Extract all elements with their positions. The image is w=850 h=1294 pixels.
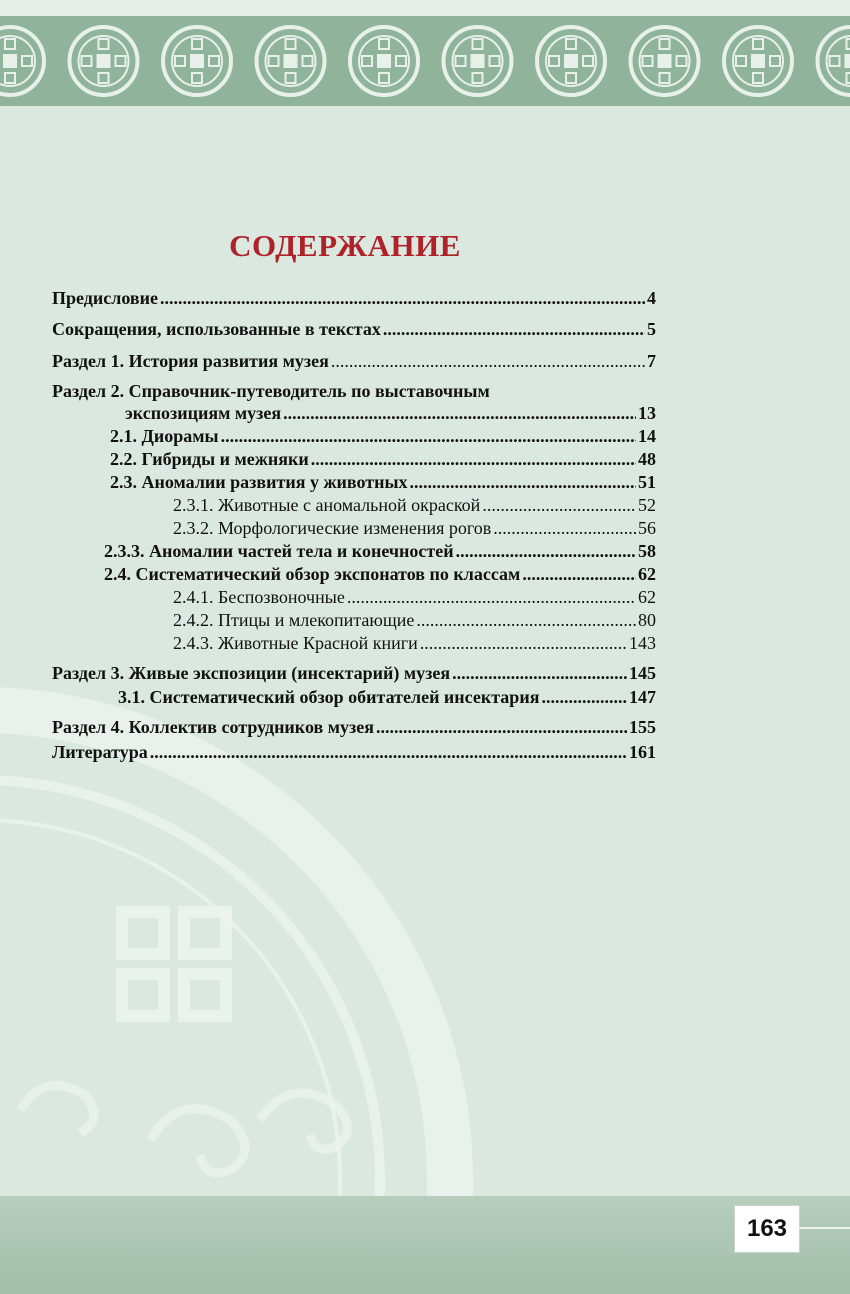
toc-entry-2-1[interactable]: 2.1. Диорамы ..... 14 [110, 425, 656, 447]
ornament-medallion [163, 27, 231, 95]
ornament-medallion [257, 27, 325, 95]
ornament-medallion [818, 27, 850, 95]
toc-entry-2-3[interactable]: 2.3. Аномалии развития у животных ..... 51 [110, 471, 656, 493]
ornament-medallion [0, 27, 44, 95]
toc-entry-abbreviations[interactable]: Сокращения, использованные в текстах ..... 5 [52, 318, 656, 340]
toc-entry-2-3-2[interactable]: 2.3.2. Морфологические изменения рогов ..... 56 [173, 517, 656, 539]
ornament-spirals [20, 1085, 348, 1172]
toc-entry-2-2[interactable]: 2.2. Гибриды и межняки ..... 48 [110, 448, 656, 470]
toc-entry-2-4[interactable]: 2.4. Систематический обзор экспонатов по классам ..... 62 [104, 563, 656, 585]
ornament-band [0, 16, 850, 106]
ornament-medallions [0, 16, 850, 106]
toc-entry-section-2[interactable]: экспозициям музея ..... 13 [125, 402, 656, 424]
toc-entry-2-4-2[interactable]: 2.4.2. Птицы и млекопитающие ..... 80 [173, 609, 656, 631]
ornament-squares [122, 912, 226, 1016]
ornament-medallion [631, 27, 699, 95]
ornament-medallion [350, 27, 418, 95]
bottom-band [0, 1196, 850, 1294]
toc-entry-literature[interactable]: Литература ..... 161 [52, 741, 656, 763]
ornament-medallion [70, 27, 138, 95]
toc-entry-2-4-1[interactable]: 2.4.1. Беспозвоночные ..... 62 [173, 586, 656, 608]
toc-entry-section-4[interactable]: Раздел 4. Коллектив сотрудников музея ..... 155 [52, 716, 656, 738]
toc-entry-section-2-line1: Раздел 2. Справочник-путеводитель по выставочным [52, 381, 490, 401]
page-number: 163 [734, 1205, 800, 1253]
toc-entry-3-1[interactable]: 3.1. Систематический обзор обитателей инсектария ..... 147 [118, 686, 656, 708]
top-edge [0, 0, 850, 16]
toc-entry-2-3-1[interactable]: 2.3.1. Животные с аномальной окраской ..... 52 [173, 494, 656, 516]
ornament-medallion [724, 27, 792, 95]
ornament-medallion [444, 27, 512, 95]
toc-title: СОДЕРЖАНИЕ [229, 228, 461, 263]
toc-entry-preface[interactable]: Предисловие ..... 4 [52, 287, 656, 309]
page-number-rule [798, 1227, 850, 1229]
toc-entry-2-4-3[interactable]: 2.4.3. Животные Красной книги ..... 143 [173, 632, 656, 654]
toc-entry-2-3-3[interactable]: 2.3.3. Аномалии частей тела и конечностей ..... 58 [104, 540, 656, 562]
toc-entry-section-3[interactable]: Раздел 3. Живые экспозиции (инсектарий) музея ..... 145 [52, 662, 656, 684]
toc-entry-section-1[interactable]: Раздел 1. История развития музея ..... 7 [52, 350, 656, 372]
ornament-medallion [537, 27, 605, 95]
